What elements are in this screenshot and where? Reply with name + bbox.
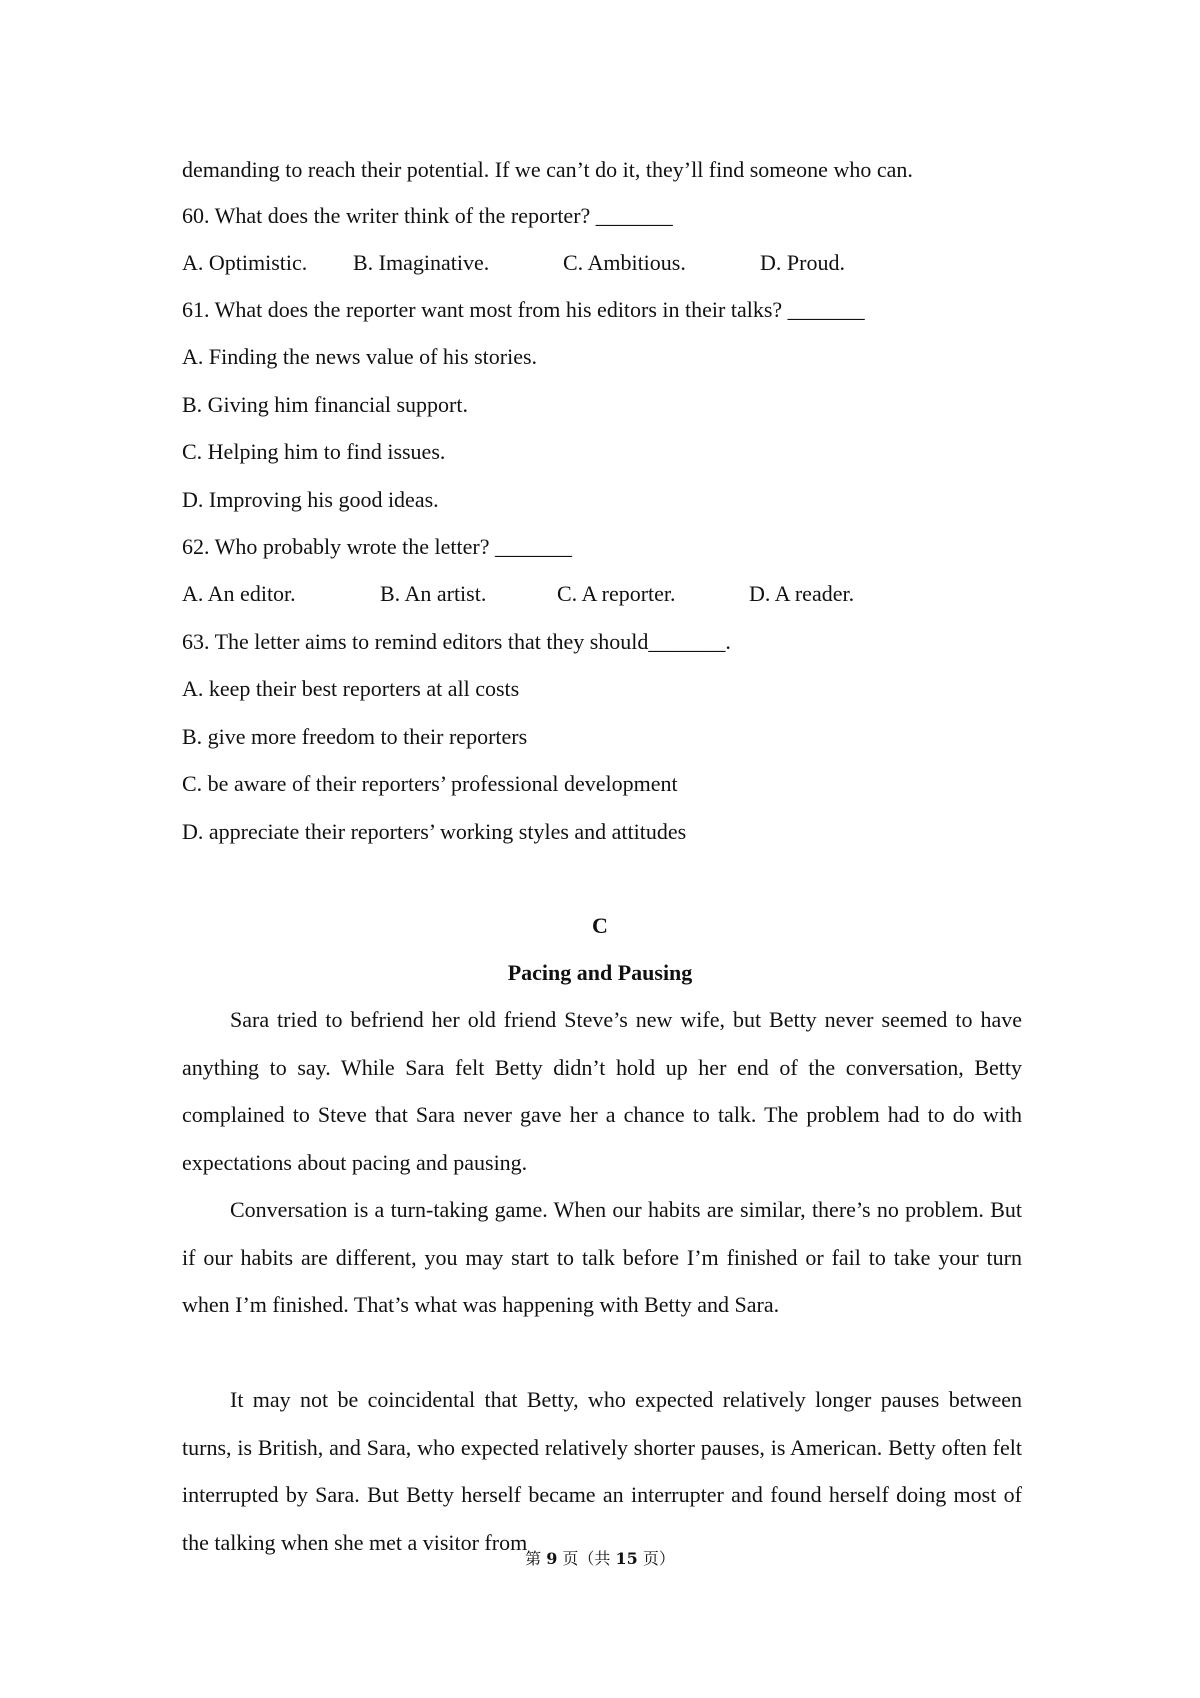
- question-62-options: [182, 579, 1022, 609]
- question-63: 63. The letter aims to remind editors that they should_______.: [182, 629, 731, 654]
- footer-page-number: 9: [546, 1549, 558, 1568]
- option-c: C. be aware of their reporters’ professional development: [182, 771, 678, 796]
- option-b: B. Imaginative.: [353, 250, 490, 275]
- option-d: D. Improving his good ideas.: [182, 487, 439, 512]
- option-b: B. An artist.: [380, 581, 487, 606]
- footer-mid: 页（共: [562, 1549, 611, 1568]
- option-d: D. appreciate their reporters’ working styles and attitudes: [182, 819, 687, 844]
- option-b: B. give more freedom to their reporters: [182, 724, 528, 749]
- footer-prefix: 第: [525, 1549, 542, 1568]
- question-60-options: [182, 248, 1022, 278]
- option-a: A. Optimistic.: [182, 250, 308, 275]
- option-d: D. Proud.: [760, 250, 845, 275]
- text-line: demanding to reach their potential. If we can’t do it, they’ll find someone who can.: [182, 157, 913, 182]
- paragraph: Sara tried to befriend her old friend Steve’s new wife, but Betty never seemed to have anything to say. While Sara felt Betty didn’t hold up her end of the conversation, Betty complained to Steve that Sara never gave her a chance to talk. The problem had to do with expectations about pacing and pausing.: [182, 1007, 1022, 1175]
- option-d: D. A reader.: [749, 581, 855, 606]
- section-letter: C: [592, 913, 608, 938]
- paragraph: It may not be coincidental that Betty, who expected relatively longer pauses between turns, is British, and Sara, who expected relatively shorter pauses, is American. Betty often felt interrupted by Sara. But Betty herself became an interrupter and found herself doing most of the talking when she met a visitor from: [182, 1387, 1022, 1555]
- footer-suffix: 页）: [642, 1549, 675, 1568]
- option-b: B. Giving him financial support.: [182, 392, 468, 417]
- question-62: 62. Who probably wrote the letter? _______: [182, 534, 572, 559]
- question-61: 61. What does the reporter want most from his editors in their talks? _______: [182, 297, 865, 322]
- option-c: C. A reporter.: [557, 581, 676, 606]
- option-a: A. keep their best reporters at all costs: [182, 676, 520, 701]
- option-c: C. Helping him to find issues.: [182, 439, 446, 464]
- paragraph: Conversation is a turn-taking game. When our habits are similar, there’s no problem. But if our habits are different, you may start to talk before I’m finished or fail to take your turn when I’m finished. That’s what was happening with Betty and Sara.: [182, 1197, 1022, 1317]
- option-a: A. An editor.: [182, 581, 296, 606]
- passage-title: Pacing and Pausing: [507, 960, 693, 985]
- option-c: C. Ambitious.: [563, 250, 686, 275]
- question-60: 60. What does the writer think of the reporter? _______: [182, 203, 673, 228]
- page-footer: [0, 1548, 1200, 1570]
- footer-total-pages: 15: [615, 1549, 638, 1568]
- option-a: A. Finding the news value of his stories.: [182, 344, 538, 369]
